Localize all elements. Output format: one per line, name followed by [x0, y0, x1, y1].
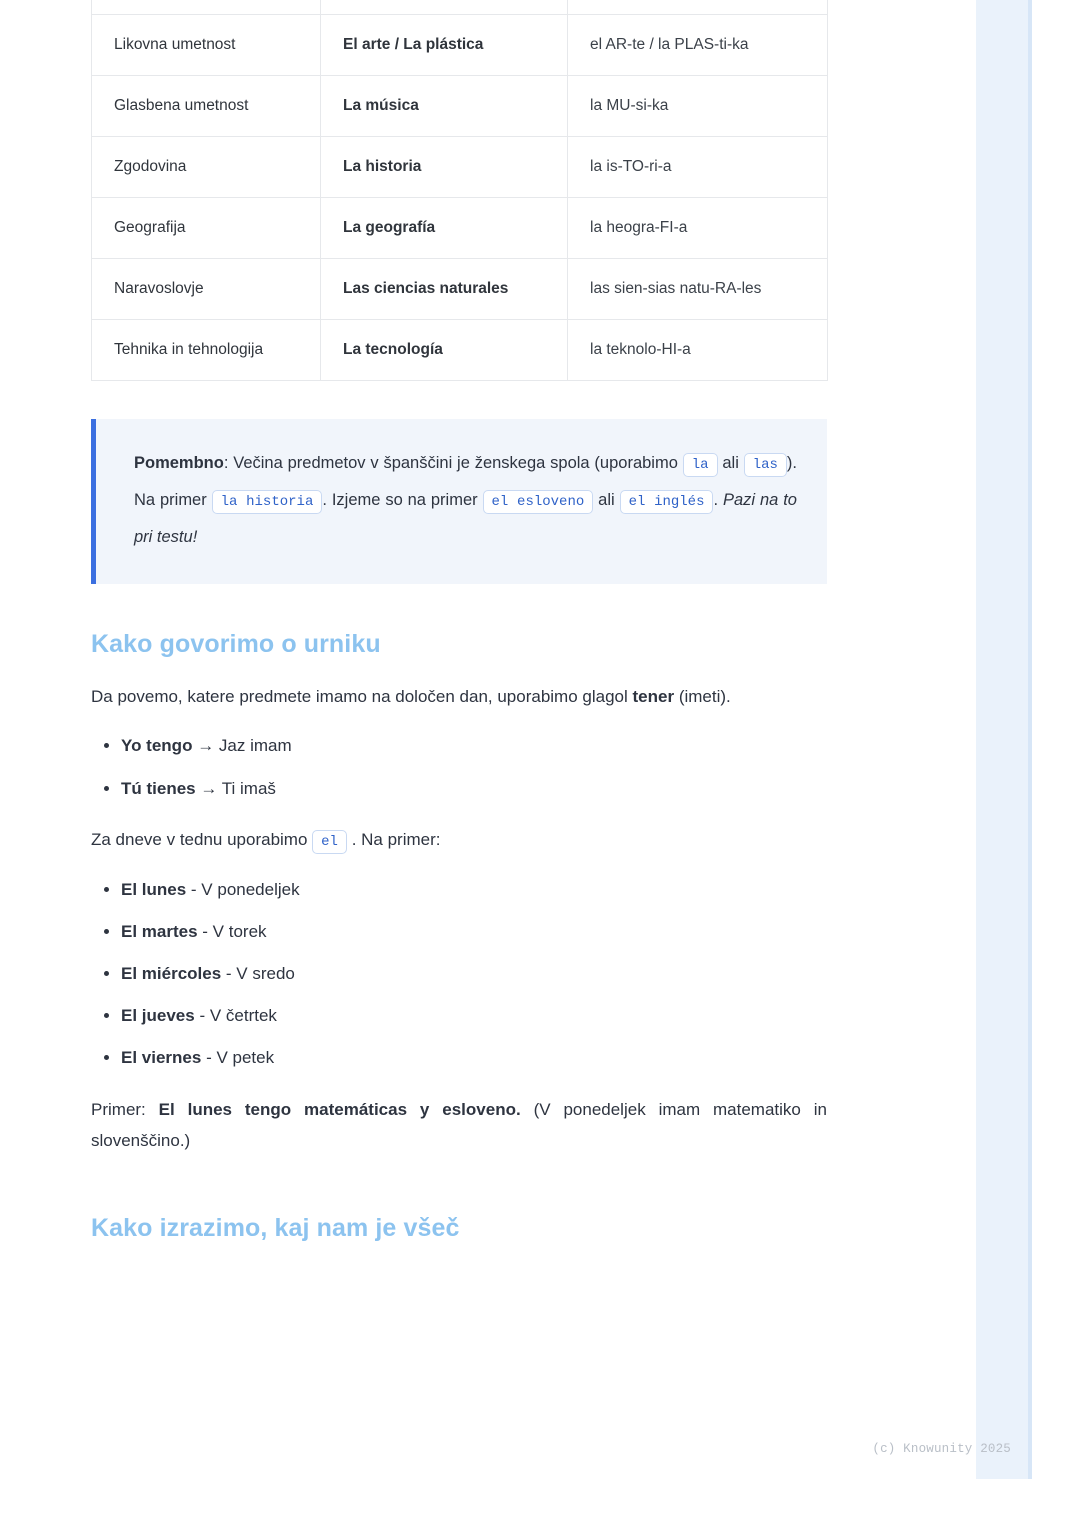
callout-mid-2: ali	[598, 490, 615, 509]
day-spanish: El lunes	[121, 879, 187, 899]
cell-slovenian: Zgodovina	[92, 136, 321, 197]
verb-slovenian: Ti imaš	[221, 778, 276, 798]
days-intro	[91, 824, 827, 856]
verb-spanish: Tú tienes	[121, 778, 196, 798]
example-sentence	[91, 1094, 827, 1157]
table-row	[92, 319, 828, 380]
list-item	[121, 732, 827, 759]
day-spanish: El jueves	[121, 1006, 195, 1026]
cell-pronunciation: la teknolo-HI-a	[568, 319, 828, 380]
day-slovenian: - V torek	[202, 921, 267, 941]
day-slovenian: - V petek	[206, 1048, 275, 1068]
verb-slovenian: Jaz imam	[218, 736, 292, 756]
table-row	[92, 258, 828, 319]
list-item	[121, 960, 827, 987]
cell-slovenian: Glasbena umetnost	[92, 75, 321, 136]
cell-slovenian: Tehnika in tehnologija	[92, 319, 321, 380]
cell-slovenian: Geografija	[92, 197, 321, 258]
arrow-glyph: →	[197, 736, 215, 756]
vocabulary-table	[91, 0, 828, 381]
code-chip-el-ingles: el inglés	[620, 490, 714, 514]
section-heading-likes: Kako izrazimo, kaj nam je všeč	[91, 1214, 460, 1243]
cell-slovenian: Likovna umetnost	[92, 14, 321, 75]
schedule-intro-before: Da povemo, katere predmete imamo na določen dan, uporabimo glagol	[91, 686, 628, 706]
table-row	[92, 136, 828, 197]
copyright-watermark: (c) Knowunity 2025	[872, 1442, 1011, 1456]
verb-spanish: Yo tengo	[121, 736, 193, 756]
cell-spanish: La geografía	[321, 197, 568, 258]
cell-pronunciation: la heogra-FI-a	[568, 197, 828, 258]
day-spanish: El viernes	[121, 1048, 202, 1068]
cell-pronunciation: la MU-si-ka	[568, 75, 828, 136]
table-header-sliver	[92, 0, 828, 14]
cell-pronunciation: la is-TO-ri-a	[568, 136, 828, 197]
day-slovenian: - V ponedeljek	[190, 879, 300, 899]
section-heading-schedule: Kako govorimo o urniku	[91, 629, 381, 658]
example-label: Primer:	[91, 1099, 146, 1119]
verb-list	[91, 732, 827, 801]
table-row	[92, 197, 828, 258]
example-bold: El lunes tengo matemáticas y esloveno.	[158, 1099, 521, 1119]
day-slovenian: - V sredo	[225, 964, 295, 984]
callout-text-1: : Večina predmetov v španščini je ženskega spola (uporabimo	[223, 453, 678, 472]
table-row	[92, 75, 828, 136]
cell-pronunciation: el AR-te / la PLAS-ti-ka	[568, 14, 828, 75]
list-item	[121, 1044, 827, 1071]
example-rest: (V ponedeljek imam matematiko in slovenščino.)	[91, 1099, 827, 1151]
page-scroll-indicator[interactable]	[1028, 0, 1032, 1479]
document-body	[91, 0, 827, 1243]
cell-pronunciation: las sien-sias natu-RA-les	[568, 258, 828, 319]
callout-emphasis: Pazi na to pri testu!	[134, 490, 797, 546]
page-side-band	[976, 0, 1032, 1479]
schedule-intro-bold: tener	[632, 686, 675, 706]
list-item	[121, 775, 827, 802]
code-chip-la: la	[683, 453, 718, 477]
callout-label: Pomembno	[134, 453, 224, 472]
cell-slovenian: Naravoslovje	[92, 258, 321, 319]
arrow-glyph: →	[200, 778, 218, 798]
code-chip-la-historia: la historia	[212, 490, 323, 514]
table-row	[92, 14, 828, 75]
cell-spanish: La historia	[321, 136, 568, 197]
code-chip-las: las	[744, 453, 787, 477]
list-item	[121, 1002, 827, 1029]
callout-text-3: . Izjeme so na primer	[322, 490, 478, 509]
day-spanish: El miércoles	[121, 964, 222, 984]
cell-spanish: La música	[321, 75, 568, 136]
list-item	[121, 918, 827, 945]
list-item	[121, 876, 827, 903]
day-spanish: El martes	[121, 921, 198, 941]
schedule-intro-after: (imeti).	[678, 686, 731, 706]
cell-spanish: El arte / La plástica	[321, 14, 568, 75]
cell-spanish: La tecnología	[321, 319, 568, 380]
important-callout	[91, 419, 827, 584]
callout-text-4: .	[713, 490, 719, 509]
callout-text-2: ). Na primer	[134, 453, 798, 509]
schedule-intro	[91, 681, 827, 712]
days-intro-after: . Na primer:	[351, 829, 441, 849]
callout-mid-1: ali	[722, 453, 739, 472]
cell-spanish: Las ciencias naturales	[321, 258, 568, 319]
days-list	[91, 876, 827, 1072]
code-chip-el-esloveno: el esloveno	[483, 490, 594, 514]
days-intro-before: Za dneve v tednu uporabimo	[91, 829, 308, 849]
code-chip-el: el	[312, 830, 347, 854]
day-slovenian: - V četrtek	[199, 1006, 277, 1026]
